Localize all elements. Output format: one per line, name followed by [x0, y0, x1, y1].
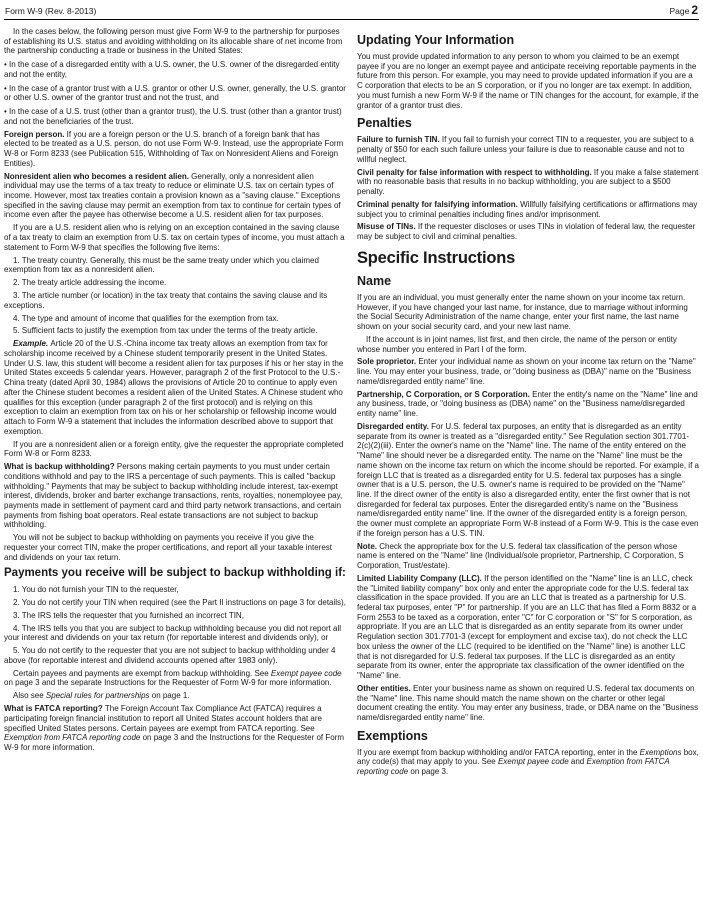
text-run: Enter your business name as shown on required U.S. federal tax documents on the "Name" line. This name should match the name shown on the charter or other legal document creating the entity. You may enter any business, trade, or DBA name on the "Business name/disregarded entity name" line. [357, 683, 699, 722]
italic-text: Exempt payee code [270, 668, 342, 678]
paragraph [357, 222, 699, 241]
paragraph [4, 326, 346, 336]
paragraph [4, 291, 346, 310]
paragraph-lead: Nonresident alien who becomes a resident alien. [4, 171, 192, 181]
text-run: The Foreign Account Tax Compliance Act (FATCA) requires a participating foreign financial institution to report all United States account holders that are specified United States persons. Certain payees are exempt from FATCA reporting. See [4, 704, 322, 733]
text-run: Willfully falsifying certifications or affirmations may subject you to criminal penalties including fines and/or imprisonment. [357, 199, 698, 219]
italic-text: Exempt payee code [497, 757, 569, 767]
page-number: 2 [691, 3, 698, 17]
italic-text: Special rules for partnerships [45, 691, 150, 701]
text-run: If the account is in joint names, list first, and then circle, the name of the person or entity whose number you entered in Part I of the form. [357, 334, 677, 354]
text-run: If you are an individual, you must generally enter the name shown on your income tax return. However, if you have changed your last name, for instance, due to marriage without informing the Social Security Administration of the name change, enter your first name, the last name shown on your social security card, and your new last name. [357, 292, 688, 331]
paragraph [357, 390, 699, 419]
paragraph [357, 135, 699, 164]
paragraph-lead: Disregarded entity. [357, 422, 432, 431]
page-indicator [669, 5, 698, 17]
text-run: Article 20 of the U.S.-China income tax treaty allows an exemption from tax for scholarship income received by a Chinese student temporarily present in the United States. Under U.S. law, this student will become a resident alien for tax purposes if his or her stay in the United States exceeds 5 calendar years. However, paragraph 2 of the first Protocol to the U.S.-China treaty (dated April 30, 1984) allows the provisions of Article 20 to continue to apply even after the Chinese student becomes a resident alien of the United States. A Chinese student who qualifies for this exception (under paragraph 2 of the first protocol) and is relying on this exception to claim an exemption from tax on his or her scholarship or fellowship income would attach to Form W-9 a statement that includes the information described above to support that exemption. [4, 339, 344, 436]
text-run: Updating Your Information [357, 33, 515, 47]
text-run: 3. The article number (or location) in the tax treaty that contains the saving clause and its exceptions. [4, 291, 328, 310]
text-run: In the case of a U.S. trust (other than a grantor trust), the U.S. trust (other than a grantor trust) and not the beneficiaries of the trust. [4, 106, 342, 126]
section-heading [357, 116, 699, 131]
paragraph [4, 691, 346, 701]
text-run: on page 1. [149, 691, 190, 701]
paragraph-lead: Misuse of TINs. [357, 222, 418, 232]
text-run: In the case of a disregarded entity with a U.S. owner, the U.S. owner of the disregarded entity and not the entity, [4, 60, 340, 79]
paragraph [4, 462, 346, 530]
text-run: Enter your individual name as shown on your income tax return on the "Name" line. You may enter your business, trade, or "doing business as (DBA)" name on the "Business name/disregarded entity name" line. [357, 357, 696, 386]
text-run: on page 3 and the Instructions for the Requester of Form W-9 for more information. [4, 733, 345, 753]
text-run: Penalties [357, 116, 412, 131]
paragraph [4, 130, 346, 169]
page-label: Page [669, 6, 690, 16]
text-run: If you make a false statement with no reasonable basis that results in no backup withholding, you are subject to a $500 penalty. [357, 167, 699, 196]
paragraph [357, 422, 699, 538]
paragraph [357, 335, 699, 354]
text-run: 3. The IRS tells the requester that you furnished an incorrect TIN, [13, 610, 244, 620]
paragraph [357, 200, 699, 219]
text-run: Also see [13, 691, 46, 701]
paragraph [4, 533, 346, 562]
text-run: In the case of a grantor trust with a U.S. grantor or other U.S. owner, generally, the U.S. grantor or other U.S. owner of the grantor trust and not the trust, and [4, 83, 346, 103]
paragraph [4, 440, 346, 459]
italic-text: Exemption from FATCA reporting code [4, 733, 141, 743]
paragraph-lead: Criminal penalty for falsifying information. [357, 199, 521, 209]
paragraph-lead: Limited Liability Company (LLC). [357, 573, 485, 583]
text-run: You must provide updated information to any person to whom you claimed to be an exempt payee if you are no longer an exempt payee and anticipate receiving reportable payments in the future from this person. For example, you may need to provide updated information if you are a C corporation that elects to be an S corporation, or if you no longer are tax exempt. In addition, you must furnish a new Form W-9 if the name or TIN changes for the account, for example, if the grantor of a grantor trust dies. [357, 52, 699, 110]
paragraph [4, 704, 346, 753]
text-run: Payments you receive will be subject to backup withholding if: [4, 567, 346, 580]
paragraph-lead: Failure to furnish TIN. [357, 135, 442, 145]
paragraph [4, 669, 346, 688]
text-run: Certain payees and payments are exempt from backup withholding. See [13, 668, 271, 678]
text-run: on page 3. [408, 767, 449, 777]
paragraph [4, 172, 346, 221]
text-run: Check the appropriate box for the U.S. federal tax classification of the person whose name is entered on the "Name" line (Individual/sole proprietor, Partnership, C Corporation, S Corporation, Trust/estate). [357, 541, 684, 571]
text-run: If you fail to furnish your correct TIN to a requester, you are subject to a penalty of $50 for each such failure unless your failure is due to reasonable cause and not to willful neglect. [357, 135, 694, 164]
paragraph [4, 585, 346, 595]
text-run: Name [357, 273, 392, 288]
paragraph-lead: Note. [357, 541, 380, 551]
paragraph [4, 27, 346, 56]
section-heading [357, 249, 699, 268]
section-heading [357, 274, 699, 289]
right-column [357, 27, 699, 780]
text-run: 4. The IRS tells you that you are subject to backup withholding because you did not report all your interest and dividends on your tax return (for reportable interest and dividends only), or [4, 623, 342, 643]
paragraph [357, 684, 699, 723]
text-run: In the cases below, the following person must give Form W-9 to the partnership for purposes of establishing its U.S. status and avoiding withholding on its allocable share of net income from the partnership conducting a trade or business in the United States: [4, 27, 343, 56]
paragraph-lead: What is FATCA reporting? [4, 704, 105, 714]
text-run: If the requester discloses or uses TINs in violation of federal law, the requester may be subject to civil and criminal penalties. [357, 222, 696, 242]
section-heading [357, 729, 699, 744]
paragraph-lead: Partnership, C Corporation, or S Corporation. [357, 389, 533, 399]
paragraph [357, 293, 699, 332]
paragraph-lead: Civil penalty for false information with respect to withholding. [357, 167, 594, 177]
text-run: Enter the entity's name on the "Name" line and any business, trade, or "doing business as (DBA) name" on the "Business name/disregarded entity name" line. [357, 389, 698, 419]
text-run: 4. The type and amount of income that qualifies for the exemption from tax. [13, 313, 279, 323]
paragraph [357, 542, 699, 571]
paragraph [4, 598, 346, 608]
text-run: For U.S. federal tax purposes, an entity that is disregarded as an entity separate from its owner is treated as a "disregarded entity." See Regulation section 301.7701-2(c)(2)(iii). Enter the owner's name on the "Name" line. The name of the entity entered on the "Name" line should never be a disregarded entity. The name on the "Name" line must be the name shown on the income tax return on which the income should be reported. For example, if a foreign LLC that is treated as a disregarded entity for U.S. federal tax purposes has a single owner that is a U.S. person, the U.S. owner's name is required to be provided on the "Name" line. If the direct owner of the entity is also a disregarded entity, enter the first owner that is not disregarded for federal tax purposes. Enter the disregarded entity's name on the "Business name/disregarded entity name" line. If the owner of the disregarded entity is a foreign person, the owner must complete an appropriate Form W-8 instead of a Form W-9. This is the case even if the foreign person has a U.S. TIN. [357, 422, 699, 538]
text-run: Specific Instructions [357, 248, 516, 267]
paragraph [357, 748, 699, 777]
text-run: You will not be subject to backup withholding on payments you receive if you give the requester your correct TIN, make the proper certifications, and report all your taxable interest and dividends on your tax return. [4, 533, 333, 562]
text-run: If you are exempt from backup withholding and/or FATCA reporting, enter in the [357, 747, 640, 757]
text-run: box, any code(s) that may apply to you. See [357, 747, 699, 767]
form-title: Form W-9 (Rev. 8-2013) [5, 6, 97, 16]
italic-text: Exemption from FATCA reporting code [357, 757, 670, 777]
text-run: If you are a nonresident alien or a foreign entity, give the requester the appropriate completed Form W-8 or Form 8233. [4, 439, 344, 459]
text-run: If you are a U.S. resident alien who is relying on an exception contained in the saving clause of a tax treaty to claim an exemption from U.S. tax on certain types of income, you must attach a statement to Form W-9 that specifies the following five items: [4, 223, 345, 252]
text-run: on page 3 and the separate Instructions for the Requester of Form W-9 for more information. [4, 678, 332, 688]
text-run: 1. You do not furnish your TIN to the requester, [13, 584, 179, 594]
paragraph [4, 624, 346, 643]
paragraph [357, 52, 699, 110]
paragraph-lead: What is backup withholding? [4, 462, 117, 472]
text-run: 1. The treaty country. Generally, this must be the same treaty under which you claimed exemption from tax as a nonresident alien. [4, 255, 319, 275]
paragraph-lead: Other entities. [357, 683, 414, 693]
paragraph-lead: Sole proprietor. [357, 357, 419, 367]
text-run: Generally, only a nonresident alien individual may use the terms of a tax treaty to reduce or eliminate U.S. tax on certain types of income. However, most tax treaties contain a provision known as a "saving clause." Exceptions specified in the saving clause may permit an exemption from tax to continue for certain types of income even after the payee has otherwise become a U.S. resident alien for tax purposes. [4, 171, 341, 220]
text-run: Exemptions [357, 728, 428, 743]
paragraph [4, 223, 346, 252]
paragraph [357, 574, 699, 681]
text-run: 5. You do not certify to the requester that you are not subject to backup withholding under 4 above (for reportable interest and dividend accounts opened after 1983 only). [4, 646, 336, 665]
text-run: 2. You do not certify your TIN when required (see the Part II instructions on page 3 for details), [13, 597, 346, 607]
bullet-item [4, 60, 346, 79]
text-run: If the person identified on the "Name" line is an LLC, check the "Limited liability company" box only and enter the appropriate code for the U.S. federal tax classification in the space provided. If you are an LLC that is treated as a partnership for U.S. federal tax purposes, enter "P" for partnership. If you are an LLC that has filed a Form 8832 or a Form 2553 to be taxed as a corporation, enter "C" for C corporation or "S" for S corporation, as appropriate. If you are an LLC that is disregarded as an entity separate from its owner under Regulation section 301.7701-3 (except for employment and excise tax), do not check the LLC box unless the owner of the LLC (required to be identified on the "Name" line) is another LLC that is not disregarded for U.S. federal tax purposes. If the LLC is disregarded as an entity separate from its owner, enter the appropriate tax classification of the owner identified on the "Name" line. [357, 573, 697, 680]
paragraph-lead: Example. [13, 339, 51, 349]
paragraph [357, 357, 699, 386]
bullet-item [4, 107, 346, 126]
paragraph [4, 256, 346, 275]
text-run: If you are a foreign person or the U.S. branch of a foreign bank that has elected to be treated as a U.S. person, do not use Form W-9. Instead, use the appropriate Form W-8 or Form 8233 (see Publication 515, Withholding of Tax on Nonresident Aliens and Foreign Entities). [4, 129, 344, 168]
section-heading [4, 567, 346, 581]
page-header [4, 4, 699, 20]
bullet-item [4, 84, 346, 103]
paragraph [4, 339, 346, 436]
text-run: and [568, 757, 587, 767]
paragraph [4, 611, 346, 621]
text-run: 5. Sufficient facts to justify the exemption from tax under the terms of the treaty article. [13, 326, 318, 336]
two-column-layout [4, 27, 699, 780]
paragraph [4, 314, 346, 324]
left-column [4, 27, 346, 780]
paragraph [4, 646, 346, 665]
text-run: Persons making certain payments to you must under certain conditions withhold and pay to the IRS a percentage of such payments. This is called "backup withholding." Payments that may be subject to backup withholding include interest, tax-exempt interest, dividends, broker and barter exchange transactions, rents, royalties, nonemployee pay, payments made in settlement of payment card and third party network transactions, and certain payments from fishing boat operators. Real estate transactions are not subject to backup withholding. [4, 462, 343, 530]
paragraph-lead: Foreign person. [4, 129, 67, 139]
text-run: 2. The treaty article addressing the income. [13, 278, 167, 288]
italic-text: Exemptions [639, 747, 682, 757]
paragraph [357, 168, 699, 197]
paragraph [4, 278, 346, 288]
section-heading [357, 33, 699, 48]
